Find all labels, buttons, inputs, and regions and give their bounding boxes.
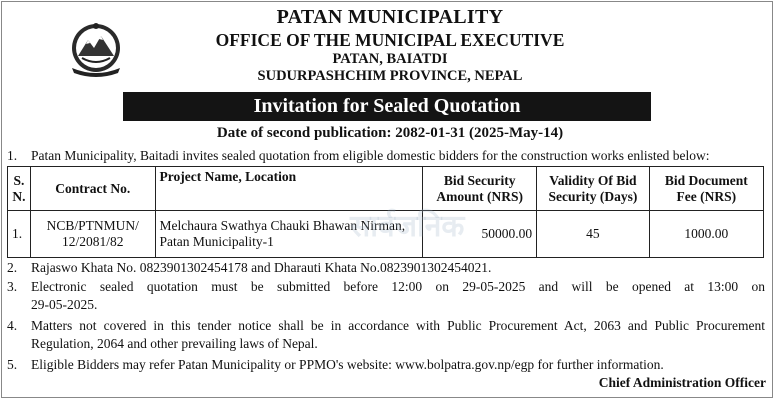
clause-text-line2: 29-05-2025.: [31, 297, 98, 312]
clause-5: [0, 356, 776, 373]
clause-text: Eligible Bidders may refer Patan Municipality or PPMO's website: www.bolpatra.gov.np/egp for further information.: [31, 357, 664, 372]
header-sn: S. N.: [8, 167, 31, 211]
header-amount: Bid Security Amount (NRS): [423, 167, 537, 211]
clause-3: [0, 278, 776, 314]
header-project: Project Name, Location: [155, 167, 423, 211]
table-header-row: [8, 167, 764, 211]
office-location: PATAN, BAIATDI: [332, 51, 448, 67]
clause-text-line1: Electronic sealed quotation must be submitted before 12:00 on 29-05-2025 and will be opened at 13:00 on: [31, 279, 765, 294]
table-row: [8, 211, 764, 258]
watermark: सार्वजनिक: [350, 209, 465, 244]
province-name: SUDURPASHCHIM PROVINCE, NEPAL: [257, 68, 523, 84]
clause-text-line1: Matters not covered in this tender notice shall be in accordance with Public Procurement Act, 2063 and Public Procurement: [31, 318, 765, 333]
nepal-emblem-icon: [64, 18, 128, 78]
clause-text-line2: Regulation, 2064 and other prevailing laws of Nepal.: [31, 336, 318, 351]
clause-2: [0, 259, 776, 276]
clause-number: 2.: [7, 260, 18, 275]
clause-number: 5.: [7, 357, 18, 372]
cell-validity: 45: [537, 211, 650, 258]
clause-number: 4.: [7, 318, 18, 333]
cell-amount: 50000.00: [423, 211, 537, 258]
clause-text: Rajaswo Khata No. 0823901302454178 and Dharauti Khata No.0823901302454021.: [31, 260, 492, 275]
cell-contract: NCB/PTNMUN/ 12/2081/82: [30, 211, 155, 258]
bid-table: [7, 166, 764, 258]
clause-1: [0, 147, 776, 164]
office-name: OFFICE OF THE MUNICIPAL EXECUTIVE: [215, 30, 565, 50]
header-validity: Validity Of Bid Security (Days): [537, 167, 650, 211]
clause-4: [0, 317, 776, 353]
cell-sn: 1.: [8, 211, 31, 258]
cell-project: Melchaura Swathya Chauki Bhawan Nirman, Patan Municipality-1: [155, 211, 423, 258]
signatory-title: Chief Administration Officer: [598, 375, 766, 390]
clause-number: 3.: [7, 279, 18, 294]
cell-fee: 1000.00: [649, 211, 763, 258]
municipality-name: PATAN MUNICIPALITY: [276, 6, 504, 28]
notice-title: Invitation for Sealed Quotation: [123, 92, 651, 121]
clause-number: 1.: [7, 148, 18, 163]
header-fee: Bid Document Fee (NRS): [649, 167, 763, 211]
publication-date: Date of second publication: 2082-01-31 (2025-May-14): [216, 125, 564, 141]
header-contract: Contract No.: [30, 167, 155, 211]
clause-text: Patan Municipality, Baitadi invites sealed quotation from eligible domestic bidders for the construction works enlisted below:: [31, 148, 710, 163]
